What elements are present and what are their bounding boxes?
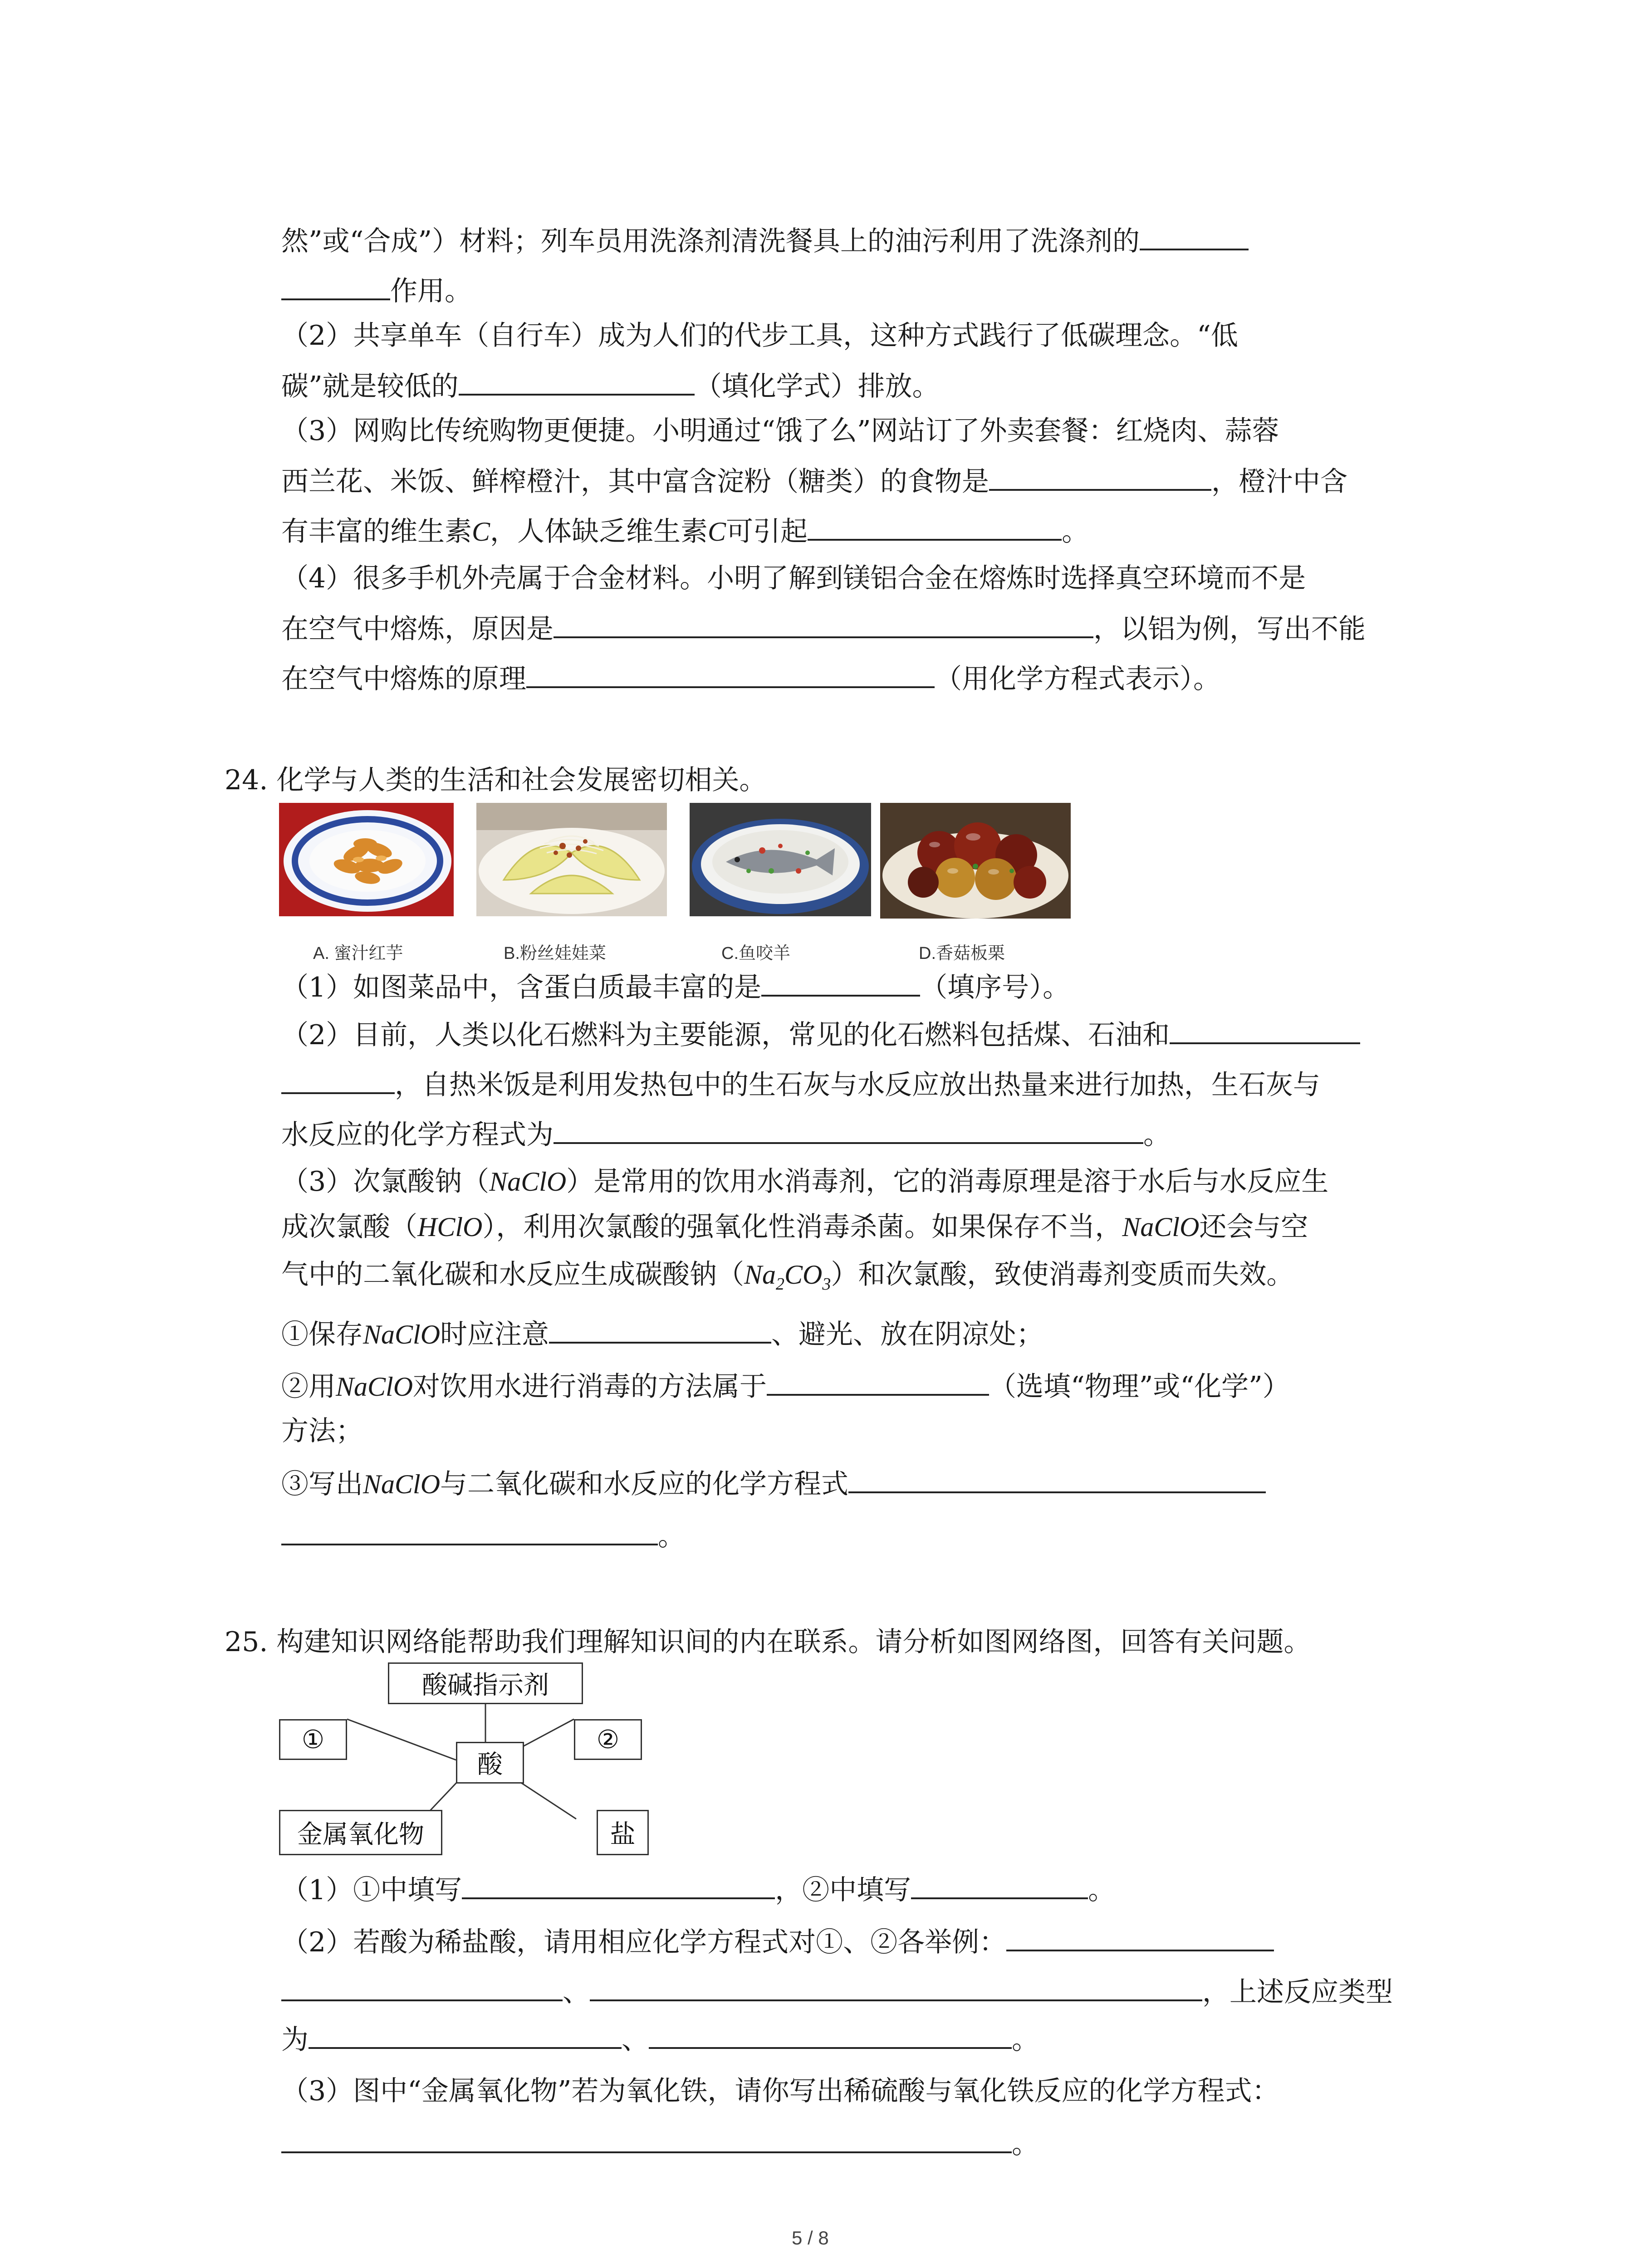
q25-text: 为 <box>281 2024 309 2056</box>
q24-formula: HClO <box>417 1212 483 1242</box>
q24-s1 <box>281 1315 1043 1353</box>
caption-a: A. 蜜汁红芋 <box>313 944 403 963</box>
q24-text: 方法； <box>281 1415 363 1447</box>
food-image-b <box>476 803 667 916</box>
answer-blank[interactable] <box>1140 222 1249 250</box>
q24-text: ③写出 <box>281 1468 363 1500</box>
q25-p2-line2 <box>281 1973 1393 2010</box>
q24-text: ，自热米饭是利用发热包中的生石灰与水反应放出热量来进行加热，生石灰与 <box>395 1069 1320 1101</box>
q23-text: （4）很多手机外壳属于合金材料。小明了解到镁铝合金在熔炼时选择真空环境而不是 <box>281 562 1306 594</box>
q23-p3-line1 <box>281 413 1279 449</box>
q23-line2 <box>281 272 472 309</box>
q24-text: （填序号）。 <box>920 972 1070 1003</box>
q23-text: 西兰花、米饭、鲜榨橙汁，其中富含淀粉（糖类）的食物是 <box>281 466 989 498</box>
q24-title-text: 24. 化学与人类的生活和社会发展密切相关。 <box>225 764 767 796</box>
q24-text: ②用 <box>281 1371 336 1403</box>
q24-text: 。 <box>1143 1119 1171 1151</box>
q23-p4-line3 <box>281 660 1220 697</box>
q23-text: 可引起 <box>726 516 808 547</box>
q24-text: ），利用次氯酸的强氧化性消毒杀菌。如果保存不当， <box>482 1211 1122 1243</box>
q23-line1 <box>281 222 1249 259</box>
answer-blank[interactable] <box>767 1368 989 1396</box>
q24-text: ）是常用的饮用水消毒剂，它的消毒原理是溶于水后与水反应生 <box>566 1166 1329 1198</box>
q25-text: 、 <box>563 1976 590 2008</box>
answer-blank[interactable] <box>281 2125 1012 2153</box>
q24-text: 与二氧化碳和水反应的化学方程式 <box>440 1468 849 1500</box>
q25-p3-line2 <box>281 2125 1039 2162</box>
q24-p3-line2 <box>281 1209 1308 1245</box>
q25-text: 。 <box>1012 2024 1039 2056</box>
q23-text: 然”或“合成”）材料；列车员用洗涤剂清洗餐具上的油污利用了洗涤剂的 <box>281 225 1140 257</box>
q24-s3-cont <box>281 1517 685 1554</box>
q23-text: （用化学方程式表示）。 <box>935 663 1220 695</box>
q25-p3-line1 <box>281 2073 1279 2109</box>
q24-p2-line3 <box>281 1116 1171 1153</box>
q23-text: 碳”就是较低的 <box>281 371 459 402</box>
q24-s2 <box>281 1368 1290 1405</box>
node-salt: 盐 <box>597 1810 649 1855</box>
answer-blank[interactable] <box>549 1315 771 1344</box>
node-metal-oxide: 金属氧化物 <box>279 1810 442 1855</box>
page-number: 5 / 8 <box>792 2227 829 2248</box>
q24-formula-subscript: 2 <box>776 1275 785 1294</box>
q24-text: 时应注意 <box>440 1319 549 1350</box>
answer-blank[interactable] <box>526 660 935 688</box>
q23-p2-line1 <box>281 318 1238 354</box>
q24-s2-cont <box>281 1413 363 1449</box>
answer-blank[interactable] <box>989 463 1211 491</box>
q23-text: 在空气中熔炼的原理 <box>281 663 526 695</box>
node-blank-1: ① <box>279 1719 347 1760</box>
q24-text: 、避光、放在阴凉处； <box>771 1319 1044 1350</box>
caption-d: D.香菇板栗 <box>919 944 1005 963</box>
answer-blank[interactable] <box>462 1871 775 1899</box>
answer-blank[interactable] <box>281 1973 563 2001</box>
q25-text: 。 <box>1012 2128 1039 2160</box>
q24-formula: CO <box>784 1260 823 1290</box>
answer-blank[interactable] <box>459 367 695 396</box>
caption-c: C.鱼咬羊 <box>721 944 791 963</box>
q24-text: （选填“物理”或“化学”） <box>989 1371 1290 1403</box>
answer-blank[interactable] <box>911 1871 1088 1899</box>
q24-title <box>225 762 767 798</box>
food-image-a <box>279 803 454 916</box>
q25-title-text: 25. 构建知识网络能帮助我们理解知识间的内在联系。请分析如图网络图，回答有关问题。 <box>225 1626 1311 1658</box>
answer-blank[interactable] <box>554 610 1093 638</box>
q23-text: ，人体缺乏维生素 <box>490 516 708 547</box>
q23-symbol: C <box>708 517 726 547</box>
q25-text: ，②中填写 <box>775 1874 911 1906</box>
q24-text: （2）目前，人类以化石燃料为主要能源，常见的化石燃料包括煤、石油和 <box>281 1019 1170 1051</box>
q24-formula: Na <box>744 1260 776 1290</box>
q24-text: 成次氯酸（ <box>281 1211 417 1243</box>
q23-text: （3）网购比传统购物更便捷。小明通过“饿了么”网站订了外卖套餐：红烧肉、蒜蓉 <box>281 415 1279 447</box>
answer-blank[interactable] <box>761 968 920 997</box>
food-image-c <box>690 803 871 916</box>
answer-blank[interactable] <box>590 1973 1202 2001</box>
q24-text: 。 <box>658 1520 685 1552</box>
q25-text: （3）图中“金属氧化物”若为氧化铁，请你写出稀硫酸与氧化铁反应的化学方程式： <box>281 2075 1279 2107</box>
q23-p4-line1 <box>281 560 1306 596</box>
q25-p2-line3 <box>281 2021 1039 2058</box>
answer-blank[interactable] <box>281 1517 658 1545</box>
q24-formula: NaClO <box>363 1469 441 1499</box>
q25-title <box>225 1624 1311 1660</box>
q24-text: ①保存 <box>281 1319 363 1350</box>
q24-formula: NaClO <box>363 1320 441 1349</box>
q24-formula: NaClO <box>1122 1212 1200 1242</box>
answer-blank[interactable] <box>281 1066 395 1094</box>
q23-text: （2）共享单车（自行车）成为人们的代步工具，这种方式践行了低碳理念。“低 <box>281 320 1238 352</box>
q23-text: （填化学式）排放。 <box>694 371 940 402</box>
q23-text: 有丰富的维生素 <box>281 516 472 547</box>
answer-blank[interactable] <box>848 1465 1266 1493</box>
q25-text: ，上述反应类型 <box>1202 1976 1393 2008</box>
answer-blank[interactable] <box>649 2021 1012 2049</box>
answer-blank[interactable] <box>1006 1923 1274 1951</box>
q25-p2-line1 <box>281 1923 1274 1960</box>
node-acid: 酸 <box>456 1742 524 1784</box>
q24-s3 <box>281 1465 1266 1502</box>
q24-text: 水反应的化学方程式为 <box>281 1119 554 1151</box>
q25-text: （2）若酸为稀盐酸，请用相应化学方程式对①、②各举例： <box>281 1926 1007 1958</box>
q23-text: ，橙汁中含 <box>1211 466 1347 498</box>
q24-p1 <box>281 968 1070 1006</box>
node-blank-2: ② <box>574 1719 642 1760</box>
q23-text: 在空气中熔炼，原因是 <box>281 613 554 645</box>
q24-formula: NaClO <box>489 1167 567 1197</box>
q24-p3-line3 <box>281 1256 1293 1302</box>
q24-text: 对饮用水进行消毒的方法属于 <box>413 1371 767 1403</box>
q24-text: ）和次氯酸，致使消毒剂变质而失效。 <box>831 1259 1294 1290</box>
q25-text: 、 <box>622 2024 649 2056</box>
q24-formula-subscript: 3 <box>822 1275 831 1294</box>
q23-symbol: C <box>472 517 490 547</box>
q25-p1 <box>281 1871 1115 1908</box>
q23-p4-line2 <box>281 610 1366 647</box>
q24-formula: NaClO <box>336 1372 413 1402</box>
q24-text: 气中的二氧化碳和水反应生成碳酸钠（ <box>281 1259 744 1290</box>
q24-p3-line1 <box>281 1163 1328 1200</box>
q23-p2-line2 <box>281 367 940 405</box>
answer-blank[interactable] <box>281 272 390 300</box>
q24-p2-line2 <box>281 1066 1320 1103</box>
q23-text: 。 <box>1062 516 1089 547</box>
q24-text: 还会与空 <box>1199 1211 1308 1243</box>
answer-blank[interactable] <box>554 1116 1143 1144</box>
q24-text: （1）如图菜品中，含蛋白质最丰富的是 <box>281 972 762 1003</box>
q23-p3-line3 <box>281 513 1089 550</box>
q25-text: （1）①中填写 <box>281 1874 462 1906</box>
answer-blank[interactable] <box>309 2021 622 2049</box>
node-indicator: 酸碱指示剂 <box>388 1662 583 1704</box>
q24-text: （3）次氯酸钠（ <box>281 1166 490 1198</box>
answer-blank[interactable] <box>1170 1016 1360 1044</box>
food-image-d <box>880 803 1071 919</box>
answer-blank[interactable] <box>808 513 1062 541</box>
caption-b: B.粉丝娃娃菜 <box>504 944 606 963</box>
q24-p2-line1 <box>281 1016 1360 1053</box>
q23-p3-line2 <box>281 463 1347 500</box>
q23-text: ，以铝为例，写出不能 <box>1093 613 1366 645</box>
q23-text: 作用。 <box>390 275 472 307</box>
q25-text: 。 <box>1088 1874 1116 1906</box>
